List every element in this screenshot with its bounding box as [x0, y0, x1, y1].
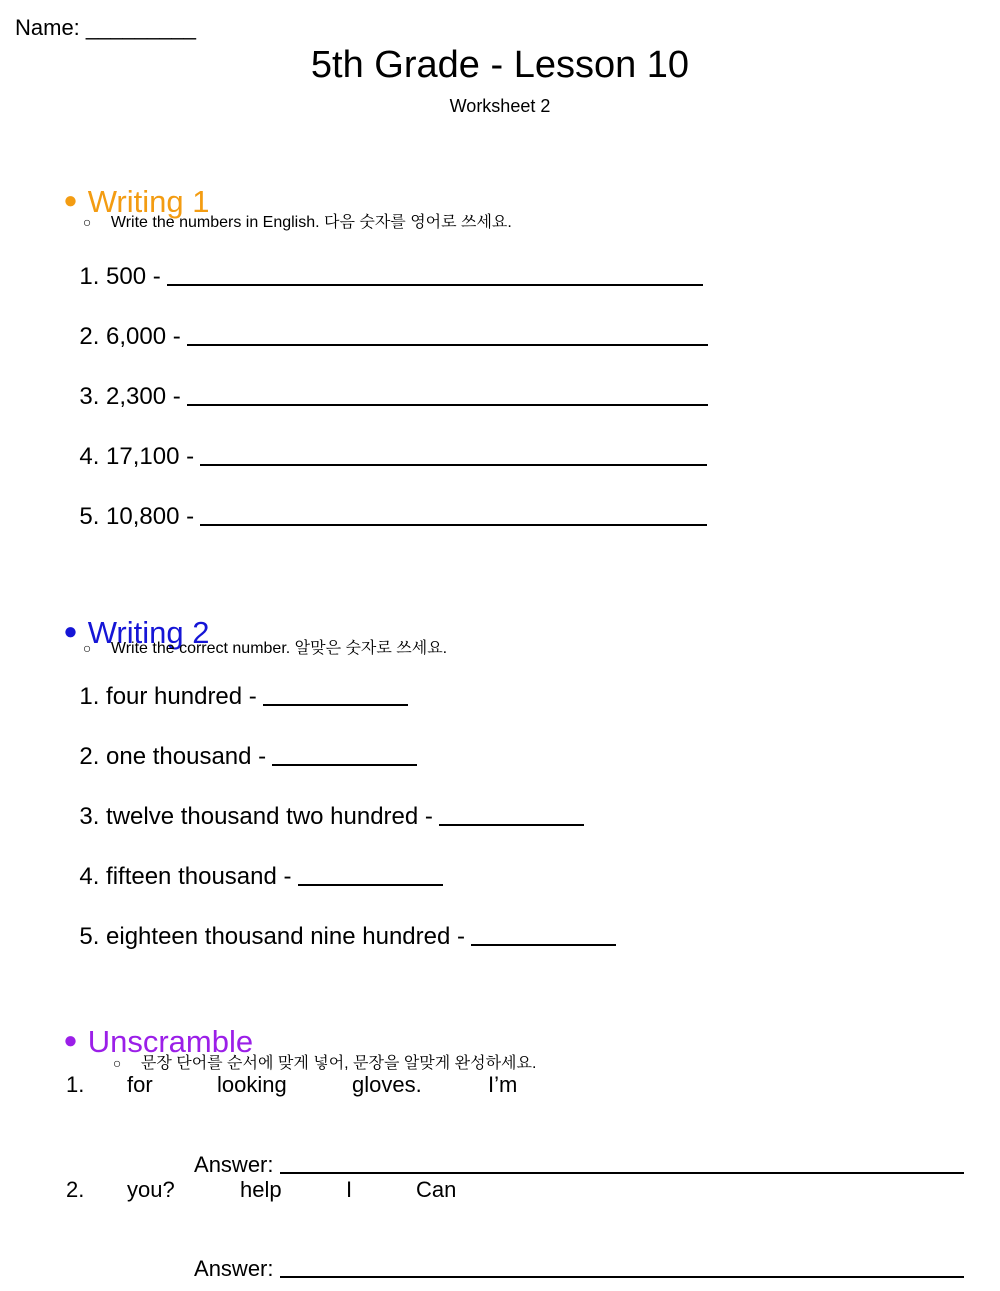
question-number: 1.: [66, 1072, 85, 1097]
question-item: [66, 654, 408, 711]
scrambled-word: for: [127, 1072, 153, 1097]
question-item: [66, 834, 443, 891]
question-text: 4. 17,100 -: [79, 443, 195, 470]
sub-bullet-icon: ○: [82, 640, 92, 656]
scrambled-word: I: [346, 1177, 353, 1202]
question-text: 5. 10,800 -: [79, 503, 195, 530]
question-text: 1. four hundred -: [79, 683, 257, 710]
question-text: 3. 2,300 -: [79, 383, 181, 410]
question-text: 5. eighteen thousand nine hundred -: [79, 923, 465, 950]
instruction-text: Write the numbers in English. 다음 숫자를 영어로 쓰세요.: [110, 214, 512, 231]
answer-blank[interactable]: [439, 802, 584, 826]
scrambled-word: I’m: [488, 1072, 518, 1097]
question-text: 1. 500 -: [79, 263, 161, 290]
question-text: 2. one thousand -: [79, 743, 267, 770]
question-item: [66, 354, 708, 411]
scrambled-word: help: [240, 1177, 282, 1202]
scrambled-word: Can: [416, 1177, 457, 1202]
question-text: 2. 6,000 -: [79, 323, 181, 350]
bullet-icon: ●: [63, 618, 78, 645]
answer-label: Answer:: [194, 1152, 274, 1177]
answer-blank[interactable]: [200, 442, 707, 466]
heading-text: Writing 2: [87, 615, 210, 650]
answer-row: [183, 1228, 964, 1282]
sub-bullet-icon: ○: [112, 1055, 122, 1071]
question-text: 3. twelve thousand two hundred -: [79, 803, 433, 830]
page-title: 5th Grade - Lesson 10: [310, 44, 690, 86]
sub-bullet-icon: ○: [82, 214, 92, 230]
scrambled-word: you?: [127, 1177, 175, 1202]
question-item: [66, 714, 417, 771]
question-item: [66, 894, 616, 951]
instruction-unscramble: [104, 1032, 536, 1073]
answer-blank[interactable]: [200, 502, 707, 526]
answer-blank[interactable]: [280, 1254, 964, 1278]
answer-blank[interactable]: [263, 682, 408, 706]
answer-row: [183, 1124, 964, 1178]
answer-label: Answer:: [194, 1256, 274, 1281]
question-number: 2.: [66, 1177, 85, 1202]
heading-text: Writing 1: [87, 184, 210, 219]
bullet-icon: ●: [63, 1027, 78, 1054]
page-subtitle: Worksheet 2: [449, 96, 551, 116]
heading-text: Unscramble: [87, 1024, 254, 1059]
question-text: 4. fifteen thousand -: [79, 863, 292, 890]
answer-blank[interactable]: [280, 1150, 964, 1174]
question-item: [66, 774, 584, 831]
question-item: [66, 414, 707, 471]
answer-blank[interactable]: [272, 742, 417, 766]
answer-blank[interactable]: [298, 862, 443, 886]
name-field-label: Name: _________: [15, 15, 197, 40]
answer-blank[interactable]: [187, 322, 708, 346]
question-item: [66, 474, 707, 531]
scrambled-word: looking: [217, 1072, 287, 1097]
answer-blank[interactable]: [471, 922, 616, 946]
scrambled-word: gloves.: [352, 1072, 422, 1097]
question-item: [66, 234, 703, 291]
instruction-text: Write the correct number. 알맞은 숫자로 쓰세요.: [110, 640, 448, 657]
instruction-text: 문장 단어를 순서에 맞게 넣어, 문장을 알맞게 완성하세요.: [140, 1055, 537, 1072]
instruction-writing-2: [74, 617, 447, 658]
bullet-icon: ●: [63, 187, 78, 214]
answer-blank[interactable]: [187, 382, 708, 406]
instruction-writing-1: [74, 191, 512, 232]
answer-blank[interactable]: [167, 262, 703, 286]
question-item: [66, 294, 708, 351]
